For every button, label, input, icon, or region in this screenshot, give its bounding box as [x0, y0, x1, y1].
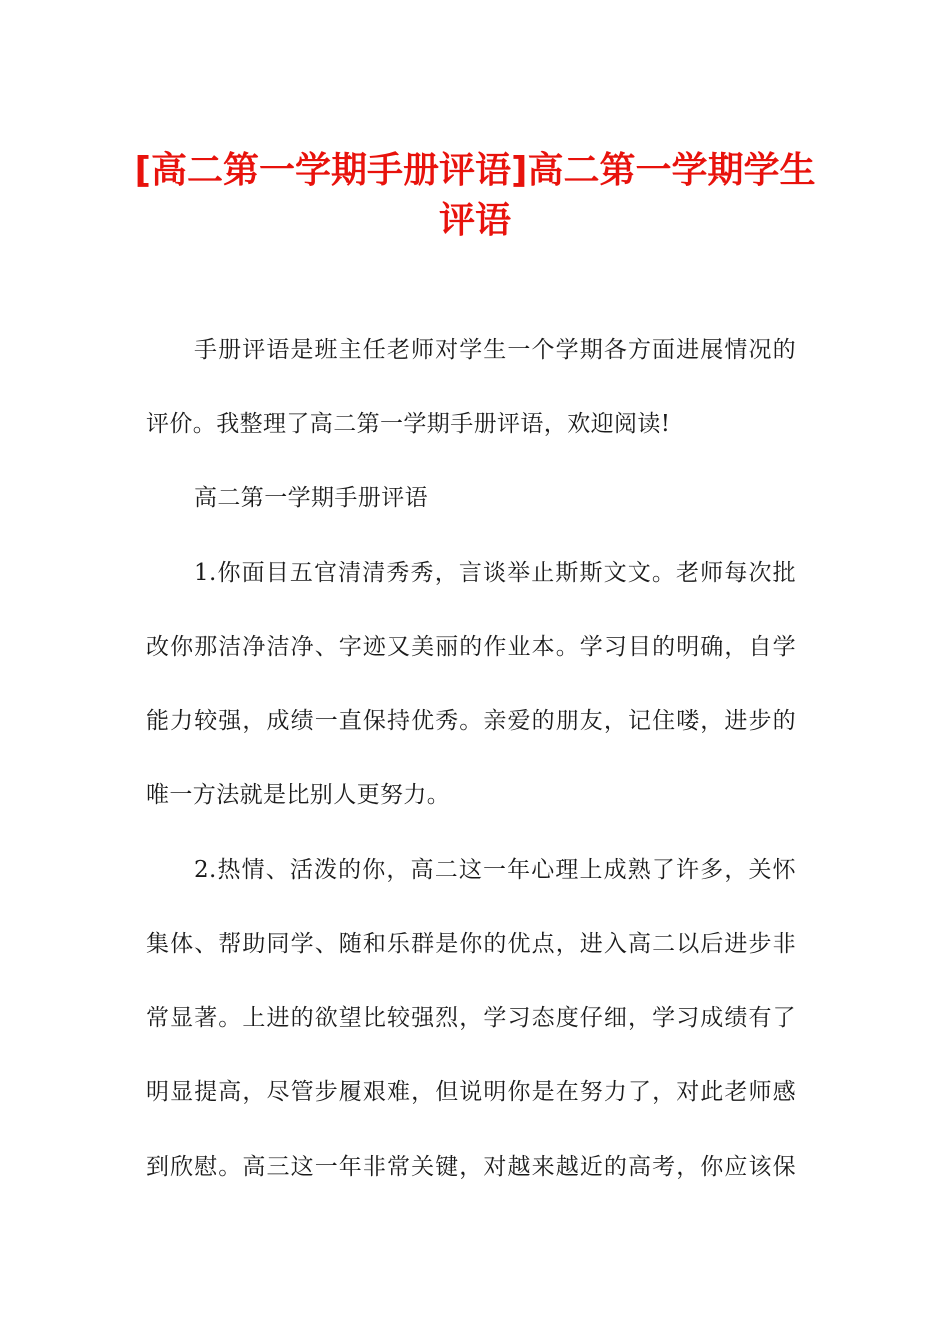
document-title-line-1: [高二第一学期手册评语]高二第一学期学生: [134, 150, 816, 191]
document-title-line-2: 评语: [438, 200, 511, 241]
item1-line-3: 能力较强，成绩一直保持优秀。亲爱的朋友，记住喽，进步的: [146, 708, 796, 734]
item2-line-2: 集体、帮助同学、随和乐群是你的优点，进入高二以后进步非: [146, 931, 796, 957]
intro-line-2: 评价。我整理了高二第一学期手册评语，欢迎阅读!: [146, 411, 671, 437]
section-heading: 高二第一学期手册评语: [194, 485, 428, 511]
item1-line-4: 唯一方法就是比别人更努力。: [146, 782, 451, 808]
item2-line-3: 常显著。上进的欲望比较强烈，学习态度仔细，学习成绩有了: [146, 1005, 796, 1031]
item2-line-1: 2.热情、活泼的你，高二这一年心理上成熟了许多，关怀: [194, 857, 796, 883]
intro-line-1: 手册评语是班主任老师对学生一个学期各方面进展情况的: [194, 337, 796, 363]
item1-line-1: 1.你面目五官清清秀秀，言谈举止斯斯文文。老师每次批: [194, 560, 796, 586]
item2-line-5: 到欣慰。高三这一年非常关键，对越来越近的高考，你应该保: [146, 1154, 796, 1180]
item1-line-2: 改你那洁净洁净、字迹又美丽的作业本。学习目的明确，自学: [146, 634, 796, 660]
item2-line-4: 明显提高，尽管步履艰难，但说明你是在努力了，对此老师感: [146, 1079, 796, 1105]
